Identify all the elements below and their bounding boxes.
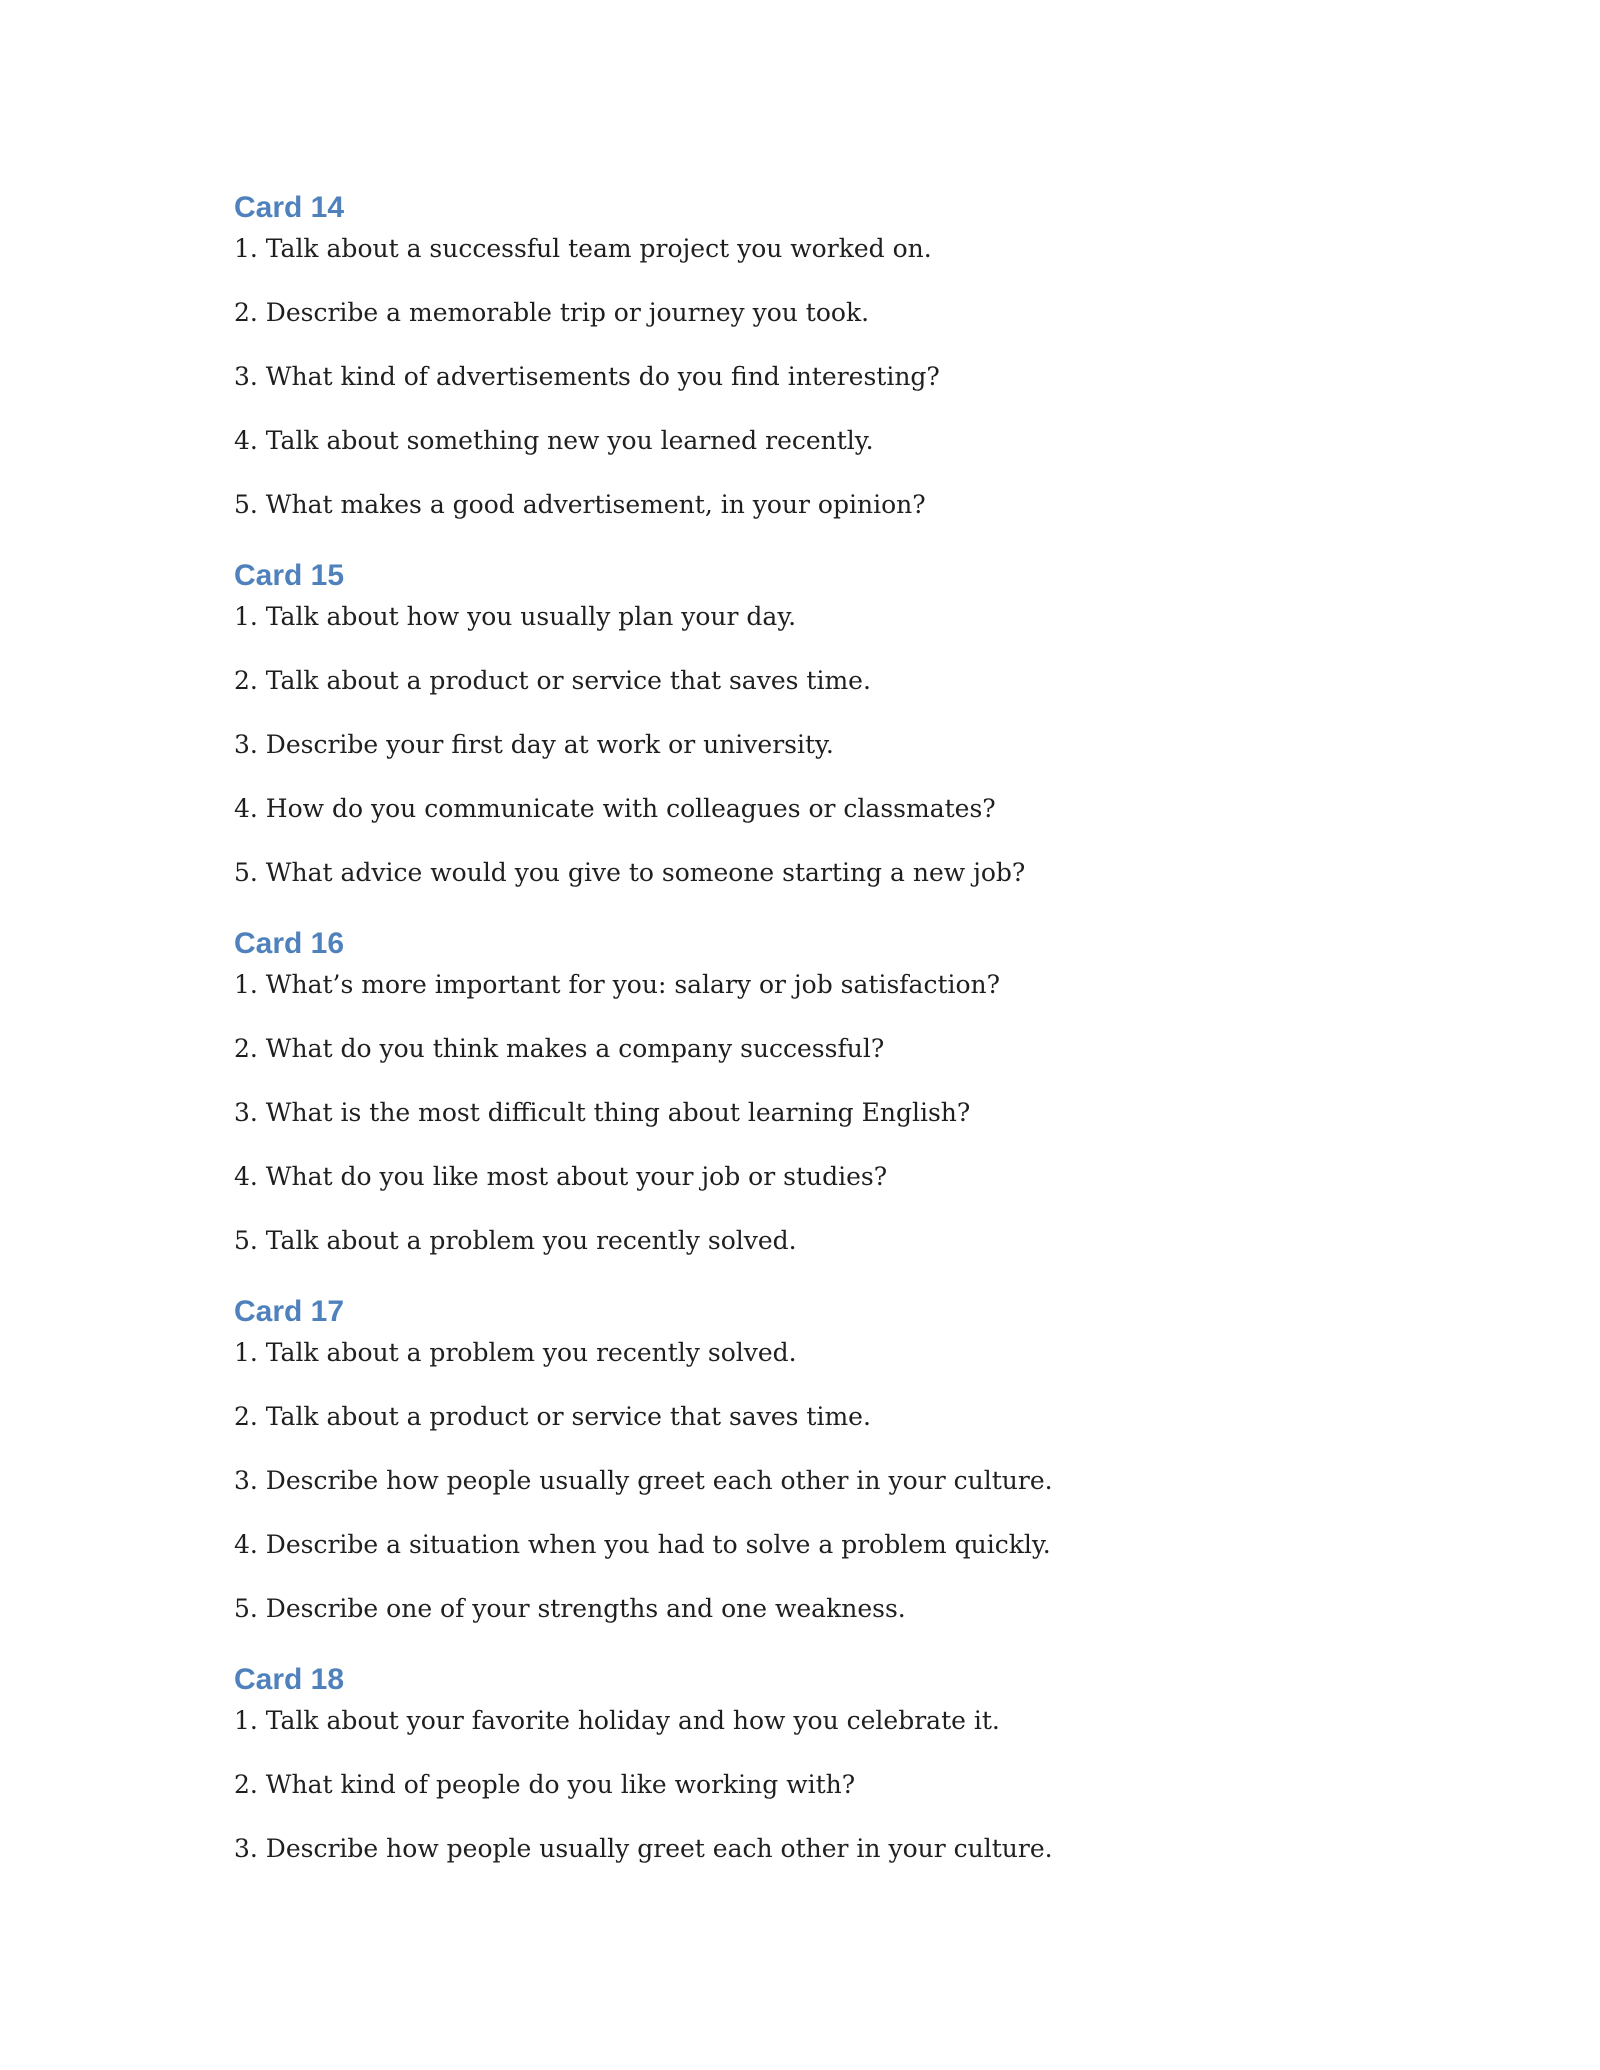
card-title: Card 15 (234, 559, 345, 592)
card-title: Card 18 (234, 1663, 345, 1696)
question-item: 1. Talk about how you usually plan your day. (234, 602, 797, 631)
question-item: 2. Talk about a product or service that saves time. (234, 666, 871, 695)
question-item: 4. Describe a situation when you had to solve a problem quickly. (234, 1530, 1051, 1559)
question-item: 1. What’s more important for you: salary or job satisfaction? (234, 970, 1001, 999)
question-item: 3. Describe how people usually greet each other in your culture. (234, 1466, 1053, 1495)
question-item: 2. Talk about a product or service that saves time. (234, 1402, 871, 1431)
question-item: 1. Talk about your favorite holiday and how you celebrate it. (234, 1706, 1000, 1735)
question-item: 4. Talk about something new you learned recently. (234, 426, 874, 455)
document-page (234, 0, 1434, 2070)
question-item: 4. How do you communicate with colleagues or classmates? (234, 794, 996, 823)
question-item: 3. Describe how people usually greet each other in your culture. (234, 1834, 1053, 1863)
question-item: 5. What makes a good advertisement, in your opinion? (234, 490, 926, 519)
card-title: Card 17 (234, 1295, 345, 1328)
question-item: 5. Talk about a problem you recently solved. (234, 1226, 797, 1255)
question-item: 2. What kind of people do you like working with? (234, 1770, 856, 1799)
card-title: Card 14 (234, 191, 345, 224)
question-item: 2. Describe a memorable trip or journey you took. (234, 298, 870, 327)
question-item: 2. What do you think makes a company successful? (234, 1034, 885, 1063)
question-item: 3. What kind of advertisements do you find interesting? (234, 362, 940, 391)
question-item: 1. Talk about a problem you recently solved. (234, 1338, 797, 1367)
question-item: 4. What do you like most about your job or studies? (234, 1162, 888, 1191)
question-item: 5. What advice would you give to someone starting a new job? (234, 858, 1026, 887)
question-item: 3. What is the most difficult thing about learning English? (234, 1098, 971, 1127)
question-item: 3. Describe your first day at work or university. (234, 730, 834, 759)
card-title: Card 16 (234, 927, 345, 960)
question-item: 5. Describe one of your strengths and one weakness. (234, 1594, 906, 1623)
question-item: 1. Talk about a successful team project you worked on. (234, 234, 932, 263)
